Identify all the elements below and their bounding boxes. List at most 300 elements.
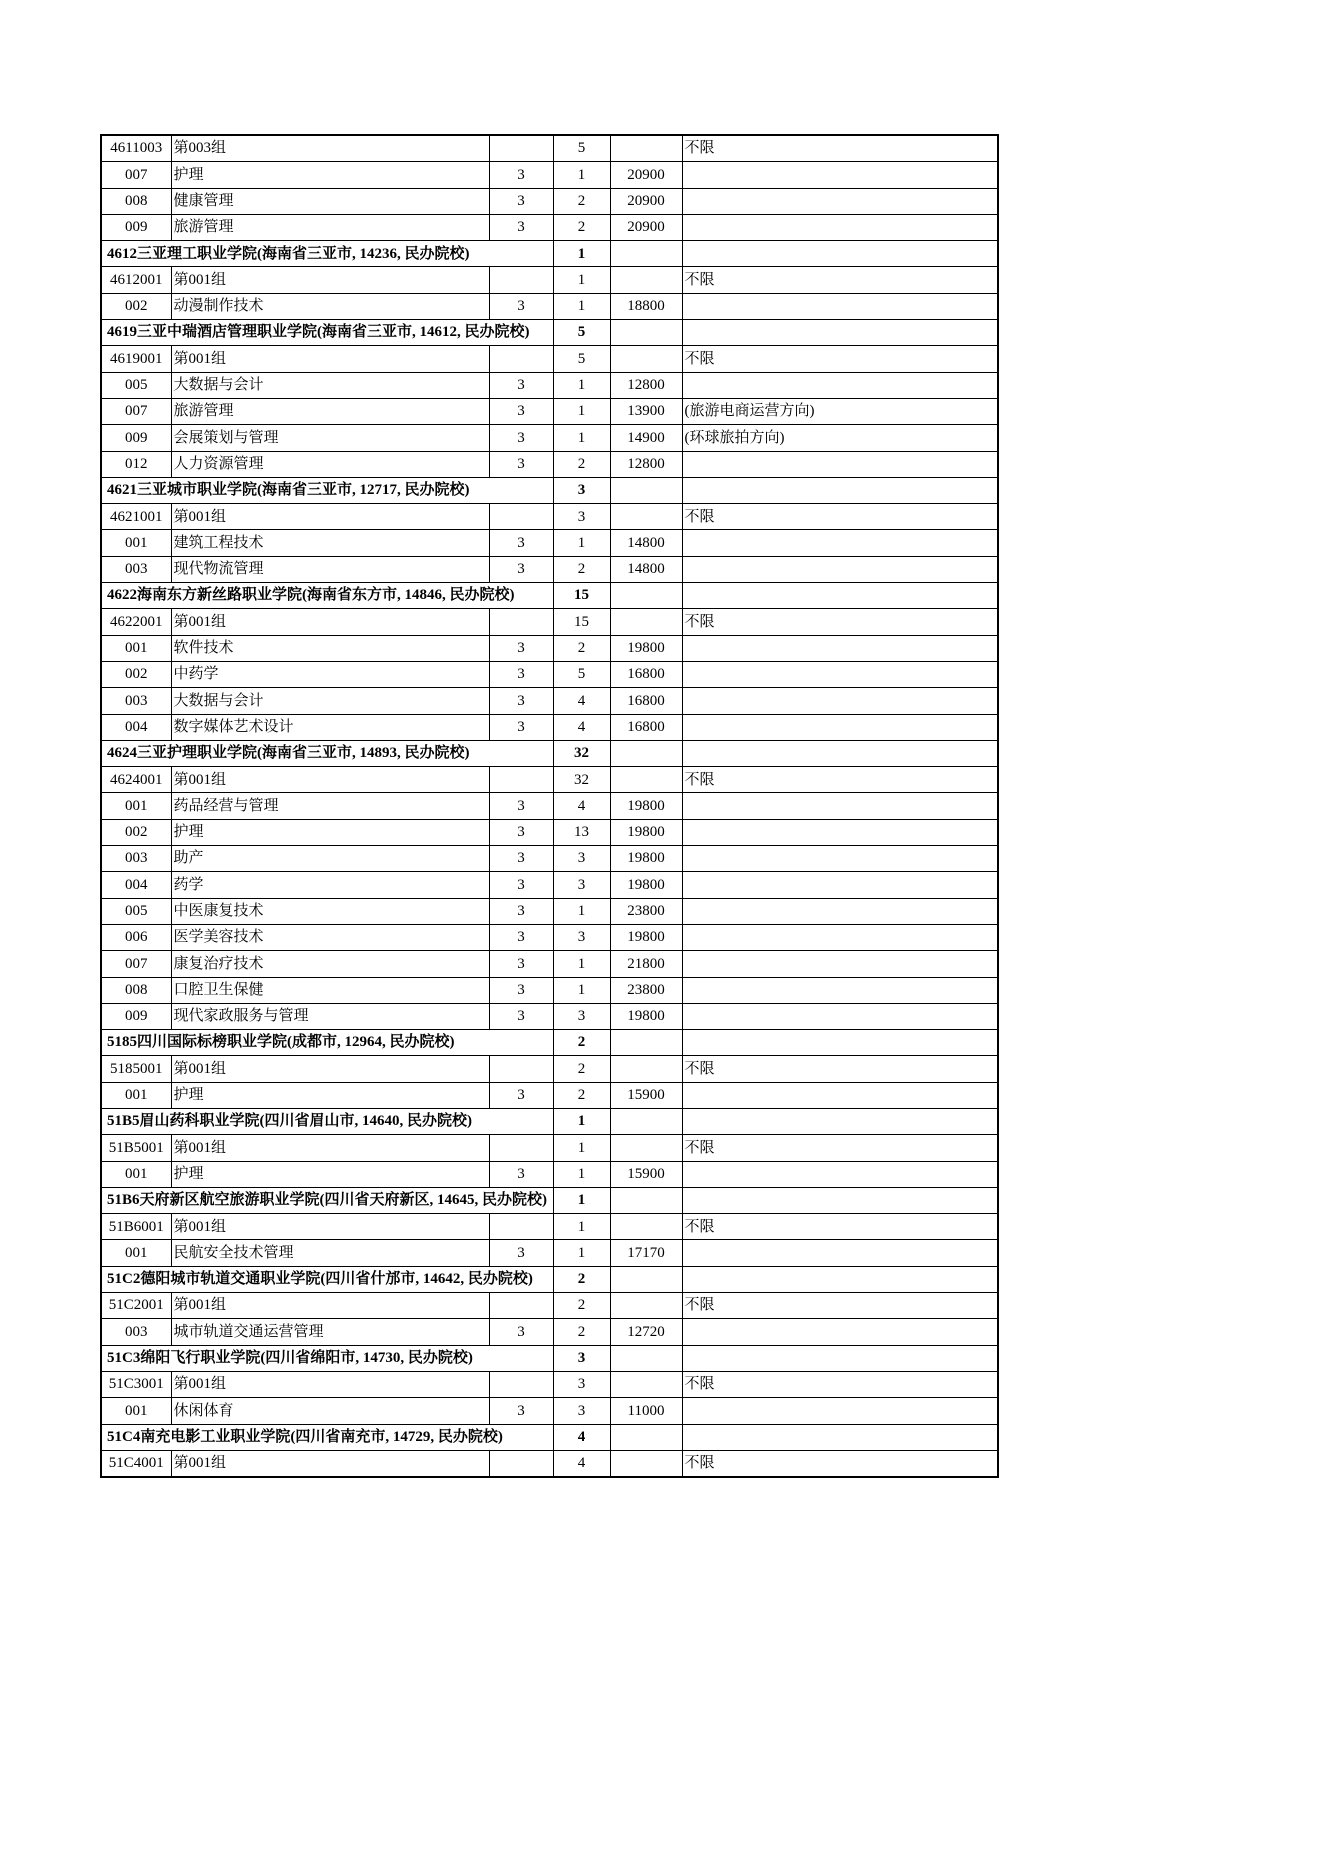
row-years: 3 bbox=[489, 1398, 553, 1424]
row-fee: 12720 bbox=[610, 1319, 682, 1345]
row-years: 3 bbox=[489, 451, 553, 477]
row-fee bbox=[610, 1371, 682, 1397]
row-name: 第001组 bbox=[171, 267, 489, 293]
row-count: 1 bbox=[553, 951, 610, 977]
row-code: 006 bbox=[101, 924, 171, 950]
college-remark bbox=[682, 1108, 998, 1134]
row-code: 002 bbox=[101, 293, 171, 319]
college-count: 15 bbox=[553, 583, 610, 609]
group-row bbox=[101, 1371, 998, 1397]
group-row bbox=[101, 1214, 998, 1240]
row-fee bbox=[610, 504, 682, 530]
row-fee bbox=[610, 767, 682, 793]
row-remark: 不限 bbox=[682, 1135, 998, 1161]
row-name: 护理 bbox=[171, 162, 489, 188]
plan-table-body bbox=[101, 135, 998, 1477]
row-code: 007 bbox=[101, 398, 171, 424]
row-years bbox=[489, 1293, 553, 1319]
row-code: 002 bbox=[101, 819, 171, 845]
row-name: 助产 bbox=[171, 846, 489, 872]
row-years: 3 bbox=[489, 1003, 553, 1029]
row-count: 32 bbox=[553, 767, 610, 793]
major-row bbox=[101, 1082, 998, 1108]
row-count: 2 bbox=[553, 188, 610, 214]
row-code: 009 bbox=[101, 1003, 171, 1029]
major-row bbox=[101, 425, 998, 451]
row-fee: 16800 bbox=[610, 661, 682, 687]
row-name: 健康管理 bbox=[171, 188, 489, 214]
row-name: 第001组 bbox=[171, 346, 489, 372]
row-count: 3 bbox=[553, 924, 610, 950]
row-code: 001 bbox=[101, 1161, 171, 1187]
row-fee bbox=[610, 1214, 682, 1240]
row-years: 3 bbox=[489, 951, 553, 977]
row-remark: 不限 bbox=[682, 1214, 998, 1240]
row-fee: 19800 bbox=[610, 635, 682, 661]
row-name: 动漫制作技术 bbox=[171, 293, 489, 319]
college-fee bbox=[610, 320, 682, 346]
row-count: 4 bbox=[553, 688, 610, 714]
row-name: 现代家政服务与管理 bbox=[171, 1003, 489, 1029]
college-title: 51C2德阳城市轨道交通职业学院(四川省什邡市, 14642, 民办院校) bbox=[101, 1266, 553, 1292]
college-remark bbox=[682, 1030, 998, 1056]
group-row bbox=[101, 1450, 998, 1477]
row-count: 3 bbox=[553, 504, 610, 530]
row-count: 1 bbox=[553, 1214, 610, 1240]
row-fee: 11000 bbox=[610, 1398, 682, 1424]
college-count: 32 bbox=[553, 740, 610, 766]
row-fee: 16800 bbox=[610, 714, 682, 740]
row-fee bbox=[610, 1135, 682, 1161]
row-name: 第001组 bbox=[171, 1214, 489, 1240]
row-count: 2 bbox=[553, 1056, 610, 1082]
row-remark bbox=[682, 819, 998, 845]
row-fee: 17170 bbox=[610, 1240, 682, 1266]
row-years: 3 bbox=[489, 846, 553, 872]
row-fee: 12800 bbox=[610, 451, 682, 477]
row-name: 第001组 bbox=[171, 1371, 489, 1397]
row-code: 001 bbox=[101, 1082, 171, 1108]
college-fee bbox=[610, 1345, 682, 1371]
college-title: 4619三亚中瑞酒店管理职业学院(海南省三亚市, 14612, 民办院校) bbox=[101, 320, 553, 346]
row-fee bbox=[610, 267, 682, 293]
row-count: 1 bbox=[553, 1161, 610, 1187]
college-fee bbox=[610, 1266, 682, 1292]
college-title: 51C4南充电影工业职业学院(四川省南充市, 14729, 民办院校) bbox=[101, 1424, 553, 1450]
row-count: 1 bbox=[553, 293, 610, 319]
college-title: 4612三亚理工职业学院(海南省三亚市, 14236, 民办院校) bbox=[101, 241, 553, 267]
row-fee: 20900 bbox=[610, 214, 682, 240]
row-years: 3 bbox=[489, 661, 553, 687]
row-fee: 19800 bbox=[610, 819, 682, 845]
college-row bbox=[101, 1424, 998, 1450]
college-fee bbox=[610, 1030, 682, 1056]
row-years: 3 bbox=[489, 714, 553, 740]
row-remark bbox=[682, 451, 998, 477]
row-fee: 19800 bbox=[610, 793, 682, 819]
row-remark bbox=[682, 661, 998, 687]
college-count: 1 bbox=[553, 1187, 610, 1213]
college-row bbox=[101, 1187, 998, 1213]
row-remark bbox=[682, 188, 998, 214]
row-name: 大数据与会计 bbox=[171, 688, 489, 714]
row-count: 2 bbox=[553, 1319, 610, 1345]
college-title: 4621三亚城市职业学院(海南省三亚市, 12717, 民办院校) bbox=[101, 477, 553, 503]
row-name: 数字媒体艺术设计 bbox=[171, 714, 489, 740]
major-row bbox=[101, 898, 998, 924]
row-remark: 不限 bbox=[682, 504, 998, 530]
row-fee: 19800 bbox=[610, 924, 682, 950]
college-row bbox=[101, 740, 998, 766]
major-row bbox=[101, 188, 998, 214]
major-row bbox=[101, 793, 998, 819]
group-row bbox=[101, 267, 998, 293]
row-years: 3 bbox=[489, 162, 553, 188]
row-code: 4621001 bbox=[101, 504, 171, 530]
row-remark bbox=[682, 635, 998, 661]
college-remark bbox=[682, 1345, 998, 1371]
row-code: 51B6001 bbox=[101, 1214, 171, 1240]
row-remark bbox=[682, 1319, 998, 1345]
college-count: 5 bbox=[553, 320, 610, 346]
row-count: 2 bbox=[553, 451, 610, 477]
row-name: 城市轨道交通运营管理 bbox=[171, 1319, 489, 1345]
group-row bbox=[101, 504, 998, 530]
row-years bbox=[489, 346, 553, 372]
row-name: 护理 bbox=[171, 819, 489, 845]
major-row bbox=[101, 162, 998, 188]
college-title: 4624三亚护理职业学院(海南省三亚市, 14893, 民办院校) bbox=[101, 740, 553, 766]
row-name: 药品经营与管理 bbox=[171, 793, 489, 819]
college-row bbox=[101, 1345, 998, 1371]
major-row bbox=[101, 556, 998, 582]
college-count: 1 bbox=[553, 241, 610, 267]
row-fee: 20900 bbox=[610, 188, 682, 214]
row-years: 3 bbox=[489, 688, 553, 714]
row-years bbox=[489, 1450, 553, 1477]
row-name: 医学美容技术 bbox=[171, 924, 489, 950]
row-years bbox=[489, 135, 553, 162]
major-row bbox=[101, 1161, 998, 1187]
group-row bbox=[101, 609, 998, 635]
major-row bbox=[101, 214, 998, 240]
college-fee bbox=[610, 740, 682, 766]
college-remark bbox=[682, 241, 998, 267]
row-remark: 不限 bbox=[682, 346, 998, 372]
major-row bbox=[101, 872, 998, 898]
major-row bbox=[101, 1240, 998, 1266]
college-fee bbox=[610, 1108, 682, 1134]
row-remark bbox=[682, 951, 998, 977]
college-remark bbox=[682, 477, 998, 503]
row-code: 001 bbox=[101, 1240, 171, 1266]
row-remark bbox=[682, 924, 998, 950]
row-remark bbox=[682, 688, 998, 714]
row-fee bbox=[610, 346, 682, 372]
plan-table bbox=[100, 134, 999, 1478]
row-code: 005 bbox=[101, 372, 171, 398]
row-fee: 14900 bbox=[610, 425, 682, 451]
row-count: 1 bbox=[553, 162, 610, 188]
row-count: 2 bbox=[553, 635, 610, 661]
row-remark bbox=[682, 530, 998, 556]
row-code: 004 bbox=[101, 872, 171, 898]
row-remark bbox=[682, 214, 998, 240]
row-years bbox=[489, 609, 553, 635]
row-code: 002 bbox=[101, 661, 171, 687]
college-fee bbox=[610, 477, 682, 503]
row-fee: 15900 bbox=[610, 1161, 682, 1187]
row-code: 007 bbox=[101, 162, 171, 188]
row-code: 51B5001 bbox=[101, 1135, 171, 1161]
row-code: 009 bbox=[101, 425, 171, 451]
row-name: 大数据与会计 bbox=[171, 372, 489, 398]
row-count: 4 bbox=[553, 1450, 610, 1477]
row-fee: 14800 bbox=[610, 530, 682, 556]
college-fee bbox=[610, 1187, 682, 1213]
row-remark bbox=[682, 1082, 998, 1108]
row-code: 009 bbox=[101, 214, 171, 240]
row-remark bbox=[682, 846, 998, 872]
major-row bbox=[101, 635, 998, 661]
row-count: 1 bbox=[553, 398, 610, 424]
row-remark: 不限 bbox=[682, 609, 998, 635]
major-row bbox=[101, 1319, 998, 1345]
major-row bbox=[101, 846, 998, 872]
row-count: 2 bbox=[553, 1082, 610, 1108]
row-name: 第001组 bbox=[171, 1135, 489, 1161]
row-count: 1 bbox=[553, 1240, 610, 1266]
row-remark: 不限 bbox=[682, 1293, 998, 1319]
row-count: 4 bbox=[553, 793, 610, 819]
college-fee bbox=[610, 583, 682, 609]
row-name: 第001组 bbox=[171, 504, 489, 530]
row-fee: 15900 bbox=[610, 1082, 682, 1108]
row-years: 3 bbox=[489, 530, 553, 556]
row-name: 旅游管理 bbox=[171, 214, 489, 240]
row-code: 5185001 bbox=[101, 1056, 171, 1082]
row-count: 1 bbox=[553, 372, 610, 398]
row-remark bbox=[682, 556, 998, 582]
row-name: 第001组 bbox=[171, 1450, 489, 1477]
row-years: 3 bbox=[489, 425, 553, 451]
college-remark bbox=[682, 1187, 998, 1213]
row-count: 5 bbox=[553, 346, 610, 372]
row-code: 4612001 bbox=[101, 267, 171, 293]
row-code: 005 bbox=[101, 898, 171, 924]
college-title: 51B5眉山药科职业学院(四川省眉山市, 14640, 民办院校) bbox=[101, 1108, 553, 1134]
row-fee bbox=[610, 135, 682, 162]
major-row bbox=[101, 924, 998, 950]
row-remark bbox=[682, 1398, 998, 1424]
row-code: 001 bbox=[101, 793, 171, 819]
college-remark bbox=[682, 320, 998, 346]
row-name: 中药学 bbox=[171, 661, 489, 687]
row-name: 护理 bbox=[171, 1161, 489, 1187]
group-row bbox=[101, 135, 998, 162]
college-remark bbox=[682, 583, 998, 609]
row-fee: 19800 bbox=[610, 846, 682, 872]
row-name: 药学 bbox=[171, 872, 489, 898]
group-row bbox=[101, 1135, 998, 1161]
row-name: 护理 bbox=[171, 1082, 489, 1108]
row-remark bbox=[682, 977, 998, 1003]
major-row bbox=[101, 1398, 998, 1424]
row-name: 第003组 bbox=[171, 135, 489, 162]
row-code: 007 bbox=[101, 951, 171, 977]
row-remark bbox=[682, 1240, 998, 1266]
row-name: 旅游管理 bbox=[171, 398, 489, 424]
row-years: 3 bbox=[489, 977, 553, 1003]
row-fee: 16800 bbox=[610, 688, 682, 714]
row-years: 3 bbox=[489, 898, 553, 924]
row-fee bbox=[610, 1056, 682, 1082]
row-years bbox=[489, 1371, 553, 1397]
row-years: 3 bbox=[489, 1240, 553, 1266]
row-remark: (旅游电商运营方向) bbox=[682, 398, 998, 424]
college-remark bbox=[682, 1424, 998, 1450]
row-name: 民航安全技术管理 bbox=[171, 1240, 489, 1266]
row-code: 51C3001 bbox=[101, 1371, 171, 1397]
row-name: 第001组 bbox=[171, 1293, 489, 1319]
row-code: 003 bbox=[101, 1319, 171, 1345]
row-remark: 不限 bbox=[682, 267, 998, 293]
row-code: 012 bbox=[101, 451, 171, 477]
group-row bbox=[101, 1293, 998, 1319]
row-code: 4624001 bbox=[101, 767, 171, 793]
row-years: 3 bbox=[489, 1082, 553, 1108]
row-remark bbox=[682, 293, 998, 319]
college-fee bbox=[610, 241, 682, 267]
row-years: 3 bbox=[489, 556, 553, 582]
row-years: 3 bbox=[489, 214, 553, 240]
row-remark: 不限 bbox=[682, 135, 998, 162]
major-row bbox=[101, 951, 998, 977]
row-count: 3 bbox=[553, 1003, 610, 1029]
row-years: 3 bbox=[489, 872, 553, 898]
college-row bbox=[101, 241, 998, 267]
college-row bbox=[101, 1266, 998, 1292]
row-remark: 不限 bbox=[682, 1371, 998, 1397]
row-count: 2 bbox=[553, 1293, 610, 1319]
row-count: 1 bbox=[553, 530, 610, 556]
row-count: 3 bbox=[553, 1371, 610, 1397]
row-count: 3 bbox=[553, 846, 610, 872]
row-fee: 12800 bbox=[610, 372, 682, 398]
row-name: 第001组 bbox=[171, 767, 489, 793]
row-years bbox=[489, 267, 553, 293]
row-name: 会展策划与管理 bbox=[171, 425, 489, 451]
college-row bbox=[101, 320, 998, 346]
college-count: 1 bbox=[553, 1108, 610, 1134]
row-remark bbox=[682, 372, 998, 398]
row-fee bbox=[610, 609, 682, 635]
college-title: 5185四川国际标榜职业学院(成都市, 12964, 民办院校) bbox=[101, 1030, 553, 1056]
major-row bbox=[101, 819, 998, 845]
row-years: 3 bbox=[489, 924, 553, 950]
row-code: 001 bbox=[101, 1398, 171, 1424]
major-row bbox=[101, 451, 998, 477]
row-count: 3 bbox=[553, 1398, 610, 1424]
row-code: 003 bbox=[101, 556, 171, 582]
major-row bbox=[101, 688, 998, 714]
row-count: 13 bbox=[553, 819, 610, 845]
row-name: 软件技术 bbox=[171, 635, 489, 661]
major-row bbox=[101, 977, 998, 1003]
row-years bbox=[489, 1135, 553, 1161]
row-fee: 14800 bbox=[610, 556, 682, 582]
row-fee: 19800 bbox=[610, 872, 682, 898]
row-count: 1 bbox=[553, 425, 610, 451]
row-count: 2 bbox=[553, 214, 610, 240]
row-count: 5 bbox=[553, 135, 610, 162]
major-row bbox=[101, 1003, 998, 1029]
row-name: 口腔卫生保健 bbox=[171, 977, 489, 1003]
row-code: 51C4001 bbox=[101, 1450, 171, 1477]
row-fee bbox=[610, 1293, 682, 1319]
row-remark bbox=[682, 1161, 998, 1187]
row-fee: 20900 bbox=[610, 162, 682, 188]
college-count: 2 bbox=[553, 1030, 610, 1056]
row-count: 4 bbox=[553, 714, 610, 740]
row-count: 1 bbox=[553, 267, 610, 293]
row-remark: 不限 bbox=[682, 1056, 998, 1082]
college-title: 4622海南东方新丝路职业学院(海南省东方市, 14846, 民办院校) bbox=[101, 583, 553, 609]
row-name: 康复治疗技术 bbox=[171, 951, 489, 977]
row-code: 008 bbox=[101, 188, 171, 214]
row-name: 现代物流管理 bbox=[171, 556, 489, 582]
row-years: 3 bbox=[489, 1319, 553, 1345]
row-code: 008 bbox=[101, 977, 171, 1003]
row-years bbox=[489, 767, 553, 793]
major-row bbox=[101, 372, 998, 398]
row-code: 4622001 bbox=[101, 609, 171, 635]
row-count: 15 bbox=[553, 609, 610, 635]
row-remark: 不限 bbox=[682, 1450, 998, 1477]
row-remark: 不限 bbox=[682, 767, 998, 793]
row-name: 第001组 bbox=[171, 609, 489, 635]
row-count: 3 bbox=[553, 872, 610, 898]
row-years: 3 bbox=[489, 372, 553, 398]
row-count: 1 bbox=[553, 1135, 610, 1161]
row-fee: 23800 bbox=[610, 977, 682, 1003]
college-fee bbox=[610, 1424, 682, 1450]
college-row bbox=[101, 477, 998, 503]
row-remark bbox=[682, 714, 998, 740]
row-code: 001 bbox=[101, 530, 171, 556]
major-row bbox=[101, 398, 998, 424]
row-remark bbox=[682, 898, 998, 924]
row-remark bbox=[682, 162, 998, 188]
row-years: 3 bbox=[489, 1161, 553, 1187]
college-count: 3 bbox=[553, 1345, 610, 1371]
row-code: 003 bbox=[101, 688, 171, 714]
row-fee: 23800 bbox=[610, 898, 682, 924]
college-count: 2 bbox=[553, 1266, 610, 1292]
row-remark: (环球旅拍方向) bbox=[682, 425, 998, 451]
row-years bbox=[489, 504, 553, 530]
college-remark bbox=[682, 740, 998, 766]
row-name: 建筑工程技术 bbox=[171, 530, 489, 556]
row-fee: 18800 bbox=[610, 293, 682, 319]
college-row bbox=[101, 583, 998, 609]
row-years: 3 bbox=[489, 293, 553, 319]
group-row bbox=[101, 1056, 998, 1082]
row-count: 5 bbox=[553, 661, 610, 687]
row-years bbox=[489, 1214, 553, 1240]
row-count: 1 bbox=[553, 977, 610, 1003]
major-row bbox=[101, 714, 998, 740]
